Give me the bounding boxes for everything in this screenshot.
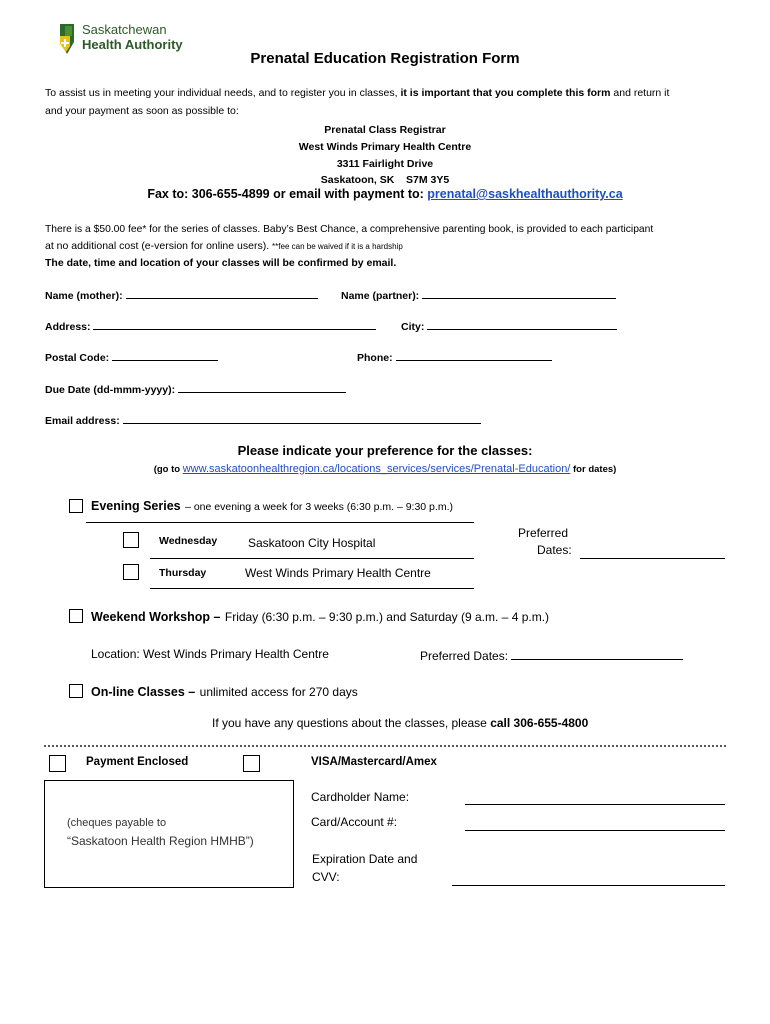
weekend-workshop-label: Weekend Workshop – [91, 610, 221, 624]
name-mother-label: Name (mother): [45, 290, 123, 302]
preference-subline [0, 463, 770, 475]
name-mother-row [45, 287, 318, 302]
email-label: Email address: [45, 415, 120, 427]
fax-line [0, 187, 770, 201]
preference-for-dates: for dates) [573, 464, 617, 475]
evening-preferred-dates-field[interactable] [580, 558, 725, 559]
due-date-label: Due Date (dd-mmm-yyyy): [45, 384, 176, 396]
cut-line-divider [44, 745, 726, 747]
name-mother-field[interactable] [126, 287, 318, 299]
fee-line1: There is a $50.00 fee* for the series of classes. Baby’s Best Chance, a comprehensive parenting book, is provided to each participant [45, 224, 654, 235]
phone-label: Phone: [357, 352, 393, 364]
evening-series-desc: – one evening a week for 3 weeks (6:30 p.m. – 9:30 p.m.) [185, 501, 453, 513]
address-line1: Prenatal Class Registrar [324, 124, 446, 136]
email-row [45, 412, 481, 427]
cvv-label: CVV: [312, 870, 340, 884]
payment-enclosed-label: Payment Enclosed [86, 756, 189, 768]
postal-row [45, 349, 218, 364]
weekend-workshop-desc: Friday (6:30 p.m. – 9:30 p.m.) and Saturday (9 a.m. – 4 p.m.) [224, 610, 550, 624]
online-classes-label: On-line Classes – [91, 685, 196, 699]
confirm-line: The date, time and location of your classes will be confirmed by email. [45, 257, 397, 269]
evening-series-label: Evening Series [91, 499, 181, 513]
weekend-location: Location: West Winds Primary Health Centre [91, 647, 329, 661]
preference-go-to: (go to [153, 464, 181, 475]
due-date-row [45, 381, 346, 396]
evening-series-option [91, 497, 453, 515]
name-partner-label: Name (partner): [341, 290, 420, 302]
logo-text-line1: Saskatchewan [82, 22, 167, 37]
prenatal-education-link[interactable]: www.saskatoonhealthregion.ca/locations_services/services/Prenatal-Education/ [182, 463, 571, 475]
intro-line2: and your payment as soon as possible to: [45, 105, 239, 117]
fax-text: Fax to: 306-655-4899 or email with payment to: [147, 187, 424, 201]
intro-text: To assist us in meeting your individual needs, and to register you in classes, [45, 87, 398, 99]
evening-series-checkbox[interactable] [69, 499, 83, 513]
wednesday-checkbox[interactable] [123, 532, 139, 548]
credit-card-label: VISA/Mastercard/Amex [311, 756, 437, 768]
thursday-checkbox[interactable] [123, 564, 139, 580]
page-title: Prenatal Education Registration Form [250, 50, 520, 67]
payment-enclosed-checkbox[interactable] [49, 755, 66, 772]
name-partner-row [341, 287, 616, 302]
online-classes-option [91, 683, 358, 701]
preference-heading: Please indicate your preference for the classes: [237, 443, 533, 458]
name-partner-field[interactable] [422, 287, 616, 299]
address-label: Address: [45, 321, 91, 333]
evening-preferred-label: Preferred [518, 526, 569, 540]
fee-line2-text: at no additional cost (e-version for online users). [45, 240, 270, 252]
intro-text-end: and return it [613, 87, 670, 99]
online-classes-checkbox[interactable] [69, 684, 83, 698]
weekend-workshop-option [91, 608, 549, 626]
cheque-note-line2: “Saskatoon Health Region HMHB”) [67, 834, 254, 848]
logo-text-line2: Health Authority [82, 37, 183, 52]
wednesday-rule [150, 558, 474, 559]
city-field[interactable] [427, 318, 617, 330]
address-row [45, 318, 376, 333]
expiry-label: Expiration Date and [312, 852, 418, 866]
questions-phone: call 306-655-4800 [490, 716, 589, 730]
email-field[interactable] [123, 412, 481, 424]
weekend-workshop-checkbox[interactable] [69, 609, 83, 623]
wednesday-label: Wednesday [159, 535, 218, 547]
address-line2: West Winds Primary Health Centre [298, 141, 472, 153]
weekend-preferred-label: Preferred Dates: [420, 649, 509, 663]
fee-waiver-note: **fee can be waived if it is a hardship [272, 242, 403, 251]
postal-code-field[interactable] [112, 349, 218, 361]
cardholder-label: Cardholder Name: [311, 790, 410, 804]
thursday-label: Thursday [159, 567, 207, 579]
evening-top-rule [86, 522, 474, 523]
intro-bold-text: it is important that you complete this form [400, 87, 611, 99]
thursday-location: West Winds Primary Health Centre [245, 566, 431, 580]
cheque-note-line1: (cheques payable to [67, 817, 167, 829]
address-line3: 3311 Fairlight Drive [336, 158, 434, 170]
weekend-preferred-row [420, 647, 683, 663]
expiry-cvv-field[interactable] [452, 885, 725, 886]
phone-field[interactable] [396, 349, 552, 361]
cardholder-field[interactable] [465, 804, 725, 805]
online-classes-desc: unlimited access for 270 days [199, 685, 358, 699]
address-field[interactable] [93, 318, 376, 330]
phone-row [357, 349, 552, 364]
questions-line [212, 716, 588, 730]
email-link[interactable]: prenatal@saskhealthauthority.ca [427, 187, 623, 201]
postal-label: Postal Code: [45, 352, 110, 364]
questions-text: If you have any questions about the classes, please [212, 716, 487, 730]
evening-dates-label: Dates: [537, 543, 572, 557]
city-row [401, 318, 617, 333]
thursday-rule [150, 588, 474, 589]
due-date-field[interactable] [178, 381, 346, 393]
card-account-label: Card/Account #: [311, 815, 398, 829]
wednesday-location: Saskatoon City Hospital [248, 536, 376, 550]
address-line4: Saskatoon, SK S7M 3Y5 [320, 174, 450, 186]
intro-paragraph [45, 84, 735, 102]
credit-card-checkbox[interactable] [243, 755, 260, 772]
card-account-field[interactable] [465, 830, 725, 831]
city-label: City: [401, 321, 425, 333]
weekend-preferred-dates-field[interactable] [511, 647, 683, 660]
